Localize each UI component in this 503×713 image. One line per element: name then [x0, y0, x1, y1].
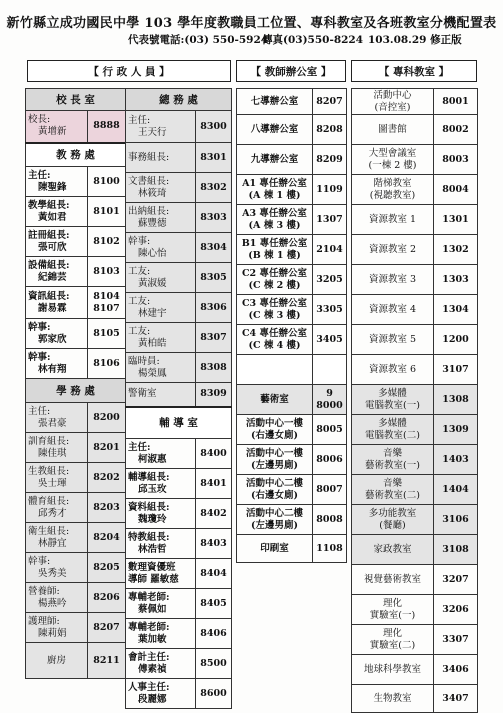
table-row: 地球科學教室 3406 — [352, 655, 478, 685]
extension-number: 3107 — [434, 355, 478, 385]
table-row: 資源教室 1 1301 — [352, 205, 478, 235]
extension-number: 8306 — [196, 293, 232, 323]
table-row: 校長: 黃增新 8888 — [26, 111, 126, 143]
table-row: 幹事: 陳心怡 8304 — [126, 233, 232, 263]
table-row: 七導辦公室 8207 — [237, 89, 347, 115]
section-header-special-rooms: 【 專科教室 】 — [351, 60, 477, 82]
table-row: 設備組長: 紀錦芸 8103 — [26, 257, 126, 287]
table-row: 幹事: 吳秀美 8205 — [26, 553, 126, 583]
extension-number: 8205 — [88, 553, 126, 583]
table-row: 理化 實驗室(二) 3307 — [352, 625, 478, 655]
table-row: 資源教室 4 1304 — [352, 295, 478, 325]
table-row: 生教組長: 吳士琿 8202 — [26, 463, 126, 493]
table-row: 印刷室 1108 — [237, 535, 347, 563]
table-row: 輔導組長: 邱玉玫 8401 — [126, 469, 232, 499]
extension-number: 3106 — [434, 505, 478, 535]
table-row: A3 專任辦公室 (A 棟 3 樓) 1307 — [237, 205, 347, 235]
extension-number: 8002 — [434, 115, 478, 145]
extension-number: 8001 — [434, 89, 478, 115]
extension-number: 8004 — [434, 175, 478, 205]
extension-number: 8888 — [88, 111, 126, 143]
table-row: 活動中心 (音控室) 8001 — [352, 89, 478, 115]
phone-number: 代表號電話:(03) 550-5924 — [128, 34, 269, 46]
table-row: 理化 實驗室(一) 3206 — [352, 595, 478, 625]
table-row: 體育組長: 邱秀才 8203 — [26, 493, 126, 523]
extension-number: 3205 — [313, 265, 347, 295]
table-row: 多功能教室 (餐廳) 3106 — [352, 505, 478, 535]
extension-number: 3206 — [434, 595, 478, 625]
table-row: 階梯教室 (視聽教室) 8004 — [352, 175, 478, 205]
table-row: 註冊組長: 張可欣 8102 — [26, 227, 126, 257]
extension-number: 8209 — [313, 145, 347, 175]
extension-number: 8200 — [88, 403, 126, 433]
table-row: 工友: 林建宇 8306 — [126, 293, 232, 323]
table-row: 資源教室 6 3107 — [352, 355, 478, 385]
table-row: 廚房 8211 — [26, 643, 126, 679]
extension-number: 8404 — [196, 559, 232, 589]
extension-number: 8403 — [196, 529, 232, 559]
extension-number: 1307 — [313, 205, 347, 235]
table-row: B1 專任辦公室 (B 棟 1 樓) 2104 — [237, 235, 347, 265]
table-row: 工友: 黃柏皓 8307 — [126, 323, 232, 353]
extension-number: 8203 — [88, 493, 126, 523]
table-row: 教學組長: 黃如君 8101 — [26, 197, 126, 227]
extension-number: 8202 — [88, 463, 126, 493]
teacher-office-table — [236, 88, 347, 563]
table-row: 數理資優班 導師 羅敏慈 8404 — [126, 559, 232, 589]
table-row: 護理師: 陳莉娟 8207 — [26, 613, 126, 643]
extension-number: 8003 — [434, 145, 478, 175]
extension-number: 8406 — [196, 619, 232, 649]
table-row: 資源教室 3 1303 — [352, 265, 478, 295]
extension-number: 3407 — [434, 685, 478, 713]
table-row: 八導辦公室 8208 — [237, 115, 347, 145]
extension-number: 8008 — [313, 505, 347, 535]
extension-number: 8101 — [88, 197, 126, 227]
extension-number: 1109 — [313, 175, 347, 205]
table-row: 生物教室 3407 — [352, 685, 478, 713]
extension-number: 3406 — [434, 655, 478, 685]
extension-number: 8100 — [88, 167, 126, 197]
table-row: 九導辦公室 8209 — [237, 145, 347, 175]
table-row — [237, 355, 347, 385]
table-row: 資訊組長: 謝易霖 8104 8107 — [26, 287, 126, 319]
extension-number: 8204 — [88, 523, 126, 553]
extension-number: 8600 — [196, 679, 232, 709]
table-row: 出納組長: 蘇豐德 8303 — [126, 203, 232, 233]
extension-number: 8207 — [88, 613, 126, 643]
general-office-header: 總 務 處 — [126, 89, 232, 111]
extension-number: 1302 — [434, 235, 478, 265]
extension-number: 1301 — [434, 205, 478, 235]
extension-number: 1403 — [434, 445, 478, 475]
special-rooms-table — [351, 88, 478, 713]
page-title: 新竹縣立成功國民中學 103 學年度教職員工位置、專科教室及各班教室分機配置表 — [6, 16, 497, 31]
extension-number: 8500 — [196, 649, 232, 679]
table-row: 事務組長: 8301 — [126, 143, 232, 173]
extension-number: 8206 — [88, 583, 126, 613]
section-header-admin: 【 行 政 人 員 】 — [27, 60, 231, 82]
extension-number: 8208 — [313, 115, 347, 145]
table-row: 主任: 陳聖鋒 8100 — [26, 167, 126, 197]
table-row: 藝術室 9 8000 — [237, 385, 347, 415]
extension-number: 1308 — [434, 385, 478, 415]
fax-number: 傳真(03)550-8224 — [262, 34, 364, 46]
extension-number: 1303 — [434, 265, 478, 295]
extension-number: 8104 8107 — [88, 287, 126, 319]
table-row: 音樂 藝術教室(一) 1403 — [352, 445, 478, 475]
extension-number: 8106 — [88, 349, 126, 379]
extension-number: 8005 — [313, 415, 347, 445]
table-row: 資料組長: 魏瓊玲 8402 — [126, 499, 232, 529]
extension-number: 1309 — [434, 415, 478, 445]
table-row: 主任: 張君豪 8200 — [26, 403, 126, 433]
extension-number: 8401 — [196, 469, 232, 499]
extension-number: 3405 — [313, 325, 347, 355]
table-row: 專輔老師: 蔡佩如 8405 — [126, 589, 232, 619]
extension-number: 8301 — [196, 143, 232, 173]
table-row: 文書組長: 林筱琦 8302 — [126, 173, 232, 203]
table-row: 幹事: 林有翔 8106 — [26, 349, 126, 379]
extension-number: 8006 — [313, 445, 347, 475]
table-row: C2 專任辦公室 (C 棟 2 樓) 3205 — [237, 265, 347, 295]
extension-number: 3307 — [434, 625, 478, 655]
table-row: 圖書館 8002 — [352, 115, 478, 145]
table-row: 多媒體 電腦教室(二) 1309 — [352, 415, 478, 445]
table-row: A1 專任辦公室 (A 棟 1 樓) 1109 — [237, 175, 347, 205]
extension-number: 8303 — [196, 203, 232, 233]
table-row: C4 專任辦公室 (C 棟 4 樓) 3405 — [237, 325, 347, 355]
left-staff-table — [25, 88, 126, 679]
extension-number: 8201 — [88, 433, 126, 463]
extension-number: 8400 — [196, 439, 232, 469]
table-row: 視覺藝術教室 3207 — [352, 565, 478, 595]
extension-number: 3207 — [434, 565, 478, 595]
extension-number: 1304 — [434, 295, 478, 325]
extension-number: 8305 — [196, 263, 232, 293]
table-row: 活動中心一樓 (右邊女廁) 8005 — [237, 415, 347, 445]
academic-office-header: 教 務 處 — [26, 143, 126, 167]
table-row: 家政教室 3108 — [352, 535, 478, 565]
table-row: 資源教室 2 1302 — [352, 235, 478, 265]
extension-number: 8007 — [313, 475, 347, 505]
revision-date: 103.08.29 修正版 — [368, 34, 462, 46]
table-row: 主任: 王天行 8300 — [126, 111, 232, 143]
counsel-office-header: 輔 導 室 — [126, 407, 232, 439]
extension-number: 8402 — [196, 499, 232, 529]
table-row: 會計主任: 傅素禎 8500 — [126, 649, 232, 679]
extension-number: 1108 — [313, 535, 347, 563]
extension-number: 8309 — [196, 383, 232, 407]
table-row: 臨時員: 楊榮鳳 8308 — [126, 353, 232, 383]
extension-number: 8308 — [196, 353, 232, 383]
table-row: 多媒體 電腦教室(一) 1308 — [352, 385, 478, 415]
extension-number: 3108 — [434, 535, 478, 565]
table-row: 活動中心一樓 (左邊男廁) 8006 — [237, 445, 347, 475]
extension-number: 1404 — [434, 475, 478, 505]
extension-number: 9 8000 — [313, 385, 347, 415]
extension-number: 8304 — [196, 233, 232, 263]
middle-staff-table — [125, 88, 232, 709]
extension-number: 8103 — [88, 257, 126, 287]
table-row: 工友: 黃淑媛 8305 — [126, 263, 232, 293]
extension-number: 8102 — [88, 227, 126, 257]
table-row: 人事主任: 段麗娜 8600 — [126, 679, 232, 709]
extension-number: 8302 — [196, 173, 232, 203]
table-row: 特教組長: 林浩哲 8403 — [126, 529, 232, 559]
extension-number: 2104 — [313, 235, 347, 265]
table-row: 營養師: 楊燕吟 8206 — [26, 583, 126, 613]
table-row: 活動中心二樓 (左邊男廁) 8008 — [237, 505, 347, 535]
extension-number: 8211 — [88, 643, 126, 679]
extension-number: 8405 — [196, 589, 232, 619]
table-row: 專輔老師: 葉加敏 8406 — [126, 619, 232, 649]
table-row: 音樂 藝術教室(二) 1404 — [352, 475, 478, 505]
table-row: 訓育組長: 陳佳琪 8201 — [26, 433, 126, 463]
extension-number: 8300 — [196, 111, 232, 143]
student-office-header: 學 務 處 — [26, 379, 126, 403]
table-row: 資源教室 5 1200 — [352, 325, 478, 355]
extension-number: 8207 — [313, 89, 347, 115]
extension-number: 8105 — [88, 319, 126, 349]
extension-number: 1200 — [434, 325, 478, 355]
table-row: 主任: 柯淑惠 8400 — [126, 439, 232, 469]
principal-office-header: 校 長 室 — [26, 89, 126, 111]
section-header-teacher-office: 【 教師辦公室 】 — [236, 60, 346, 82]
table-row: 大型會議室 (一棟 2 樓) 8003 — [352, 145, 478, 175]
extension-number: 8307 — [196, 323, 232, 353]
table-row: 活動中心二樓 (右邊女廁) 8007 — [237, 475, 347, 505]
table-row: 衛生組長: 林靜宜 8204 — [26, 523, 126, 553]
extension-number: 3305 — [313, 295, 347, 325]
table-row: 警衛室 8309 — [126, 383, 232, 407]
table-row: 幹事: 郭家欣 8105 — [26, 319, 126, 349]
table-row: C3 專任辦公室 (C 棟 3 樓) 3305 — [237, 295, 347, 325]
